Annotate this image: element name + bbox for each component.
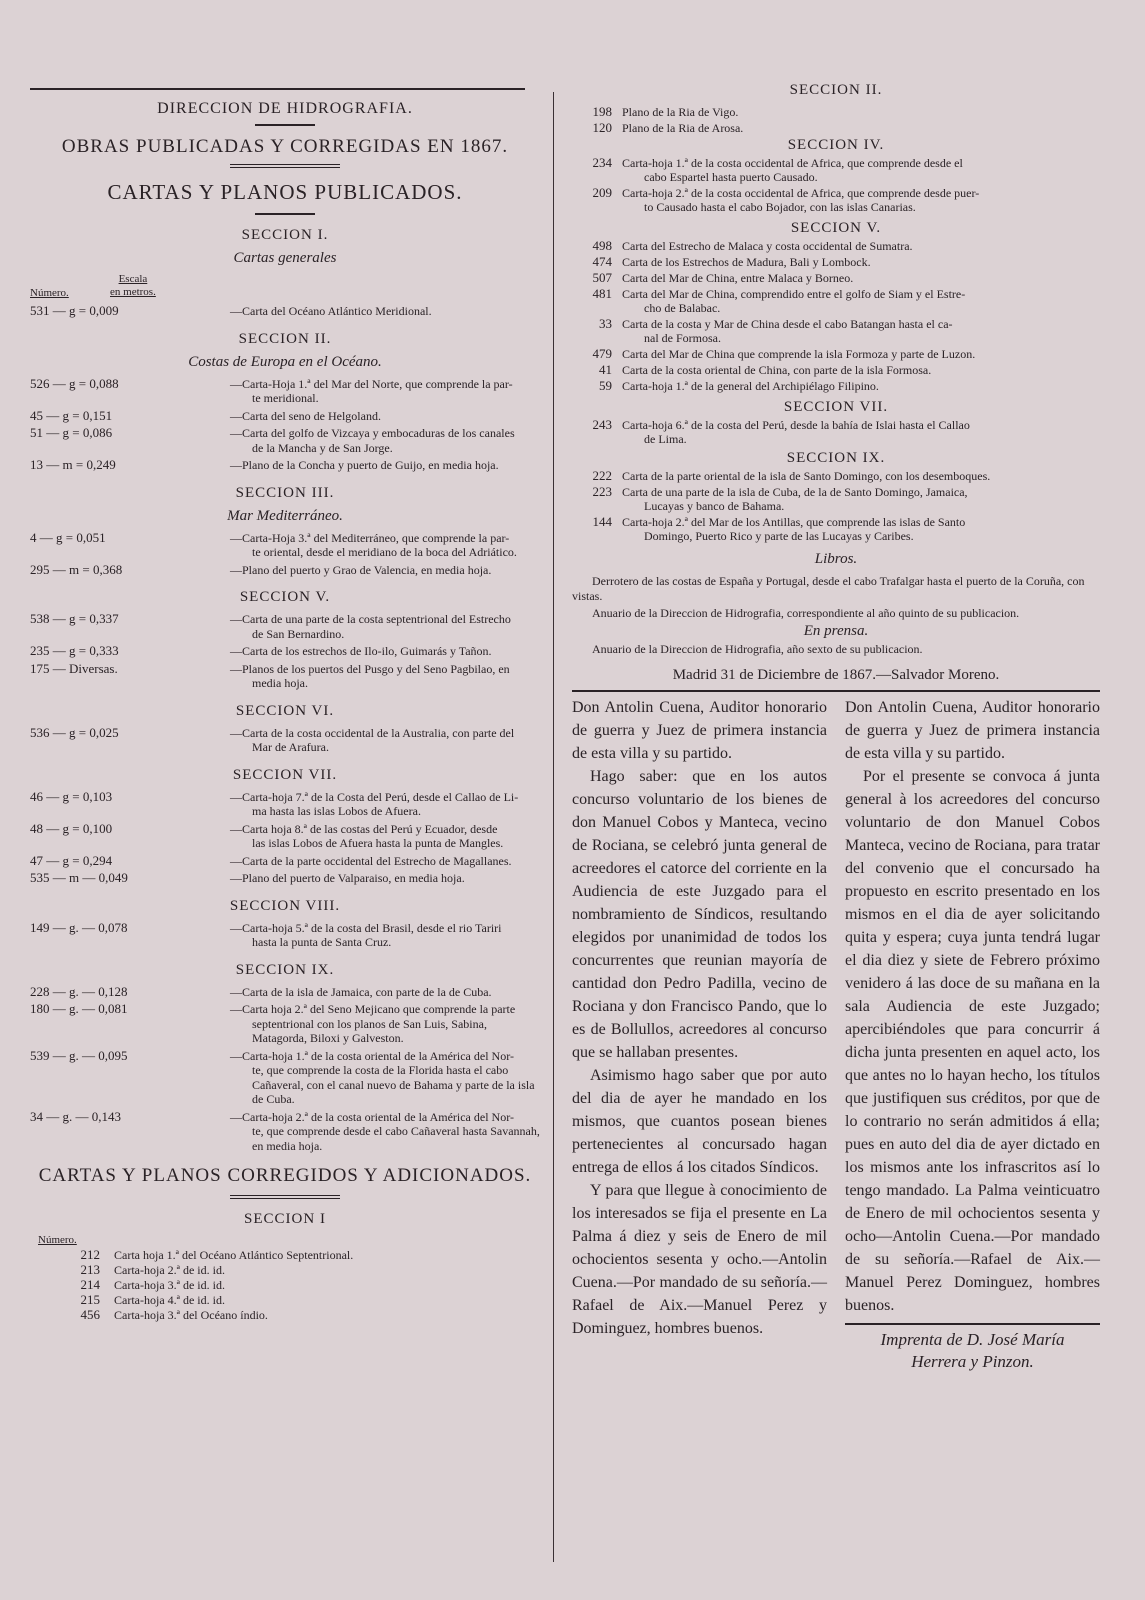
chart-description: Plano de la Ria de Vigo. (622, 105, 739, 119)
section-heading: SECCION V. (239, 589, 331, 605)
col-number-label: Número. (30, 287, 69, 299)
chart-description-cont: Domingo, Puerto Rico y parte de las Lucayas y Caribes. (644, 529, 914, 543)
chart-number: 198 (592, 104, 612, 119)
chart-description: Carta de los Estrechos de Madura, Bali y Lombock. (622, 255, 871, 269)
chart-description: —Carta de la parte occidental del Estrecho de Magallanes. (230, 853, 512, 868)
catalog-entry (30, 726, 540, 755)
chart-number: 120 (592, 120, 612, 135)
catalog-entry (572, 156, 1100, 184)
chart-number: 228 — g. — 0,128 (30, 983, 128, 999)
printer-line: Imprenta de D. José María (880, 1330, 1065, 1349)
chart-number: 214 (80, 1277, 100, 1292)
chart-description-cont: cho de Balabac. (644, 301, 721, 315)
chart-number: 456 (80, 1307, 100, 1322)
divider (230, 164, 340, 168)
chart-number: 234 (592, 155, 612, 170)
chart-description-cont: te meridional. (252, 391, 319, 405)
chart-description: Carta del Mar de China, comprendido entre el golfo de Siam y el Estre- (622, 287, 966, 301)
chart-description: Carta-hoja 1.ª de la general del Archipiélago Filipino. (622, 379, 879, 393)
chart-description: —Carta del Océano Atlántico Meridional. (230, 304, 432, 318)
department-title: DIRECCION DE HIDROGRAFIA. (157, 100, 413, 117)
chart-number: 295 — m = 0,368 (30, 561, 123, 577)
edict-paragraph: Por el presente se convoca á junta general à los acreedores del concurso voluntario de don Manuel Cobos Manteca, vecino de Rociana, para tratar del convenio que el concursado ha propuesto en escrito presentado en los mismos en el dia de ayer solicitando quita y espera; cuya junta tendrá lugar el dia diez y siete de Febrero próximo venidero á las doce de su mañana en la sala Audiencia de este Juzgado; apercibiéndoles que para concurrir á dicha junta presenten en aquel acto, los que antes no lo hayan hecho, los títulos que justifiquen sus créditos, por que de lo contrario no serán admitidos á ella; pues en auto del dia de ayer dictado en los mismos ante los infrascritos así lo tengo mandado. La Palma veinticuatro de Enero de mil ochocientos sesenta y ocho—Antolin Cuena.—Por mandado de su señoría.—Rafael de Aix.—Manuel Perez Dominguez, hombres buenos. (845, 768, 1100, 1314)
section-heading: SECCION IX. (235, 961, 335, 978)
catalog-entry (30, 921, 540, 950)
section-heading: SECCION VII. (783, 399, 889, 415)
chart-description: Carta-hoja 1.ª de la costa occidental de Africa, que comprende desde el (622, 156, 963, 170)
chart-number: 13 — m = 0,249 (30, 457, 116, 472)
chart-description: —Plano del puerto de Valparaiso, en media hoja. (230, 871, 465, 885)
chart-description: —Carta de los estrechos de Ilo-ilo, Guimarás y Tañon. (230, 644, 492, 658)
catalog-entry (30, 644, 540, 659)
catalog-entry (572, 469, 1100, 483)
section-heading: SECCION V. (790, 220, 882, 236)
catalog-entry (30, 1049, 540, 1107)
section-heading: SECCION I. (241, 227, 329, 243)
chart-description: Carta hoja 1.ª del Océano Atlántico Septentrional. (114, 1248, 354, 1262)
chart-number: 538 — g = 0,337 (30, 611, 119, 626)
section-heading: SECCION II. (238, 330, 332, 347)
chart-description: —Carta-hoja 5.ª de la costa del Brasil, desde el rio Tariri (230, 920, 502, 935)
chart-number: 479 (592, 346, 612, 361)
catalog-entry (572, 287, 1100, 315)
chart-description-cont: hasta la punta de Santa Cruz. (252, 935, 392, 949)
catalog-entry (30, 871, 540, 886)
corrected-entry (30, 1278, 540, 1292)
section-heading: SECCION I (244, 1211, 326, 1227)
catalog-entry (572, 515, 1100, 543)
chart-description: —Carta de una parte de la costa septentrional del Estrecho (230, 612, 511, 626)
chart-description: —Plano del puerto y Grao de Valencia, en media hoja. (230, 562, 492, 577)
section-heading: SECCION VII. (232, 766, 338, 783)
section-heading: SECCION VIII. (229, 897, 341, 914)
chart-number: 235 — g = 0,333 (30, 643, 119, 658)
published-charts-title: CARTAS Y PLANOS PUBLICADOS. (107, 180, 463, 204)
chart-description-cont: to Causado hasta el cabo Bojador, con las islas Canarias. (644, 200, 916, 214)
works-title: OBRAS PUBLICADAS Y CORREGIDAS EN 1867. (61, 136, 509, 157)
chart-number: 243 (592, 417, 612, 432)
printer-line: Herrera y Pinzon. (911, 1352, 1034, 1371)
catalog-entry (30, 409, 540, 424)
chart-number: 481 (592, 286, 612, 301)
catalog-entry (30, 1110, 540, 1154)
in-press-heading: En prensa. (803, 623, 869, 639)
chart-description: Carta-hoja 3.ª de id. id. (114, 1278, 225, 1292)
section-subheading: Mar Mediterráneo. (227, 507, 343, 524)
catalog-entry (30, 377, 540, 406)
section-subheading: Costas de Europa en el Océano. (188, 353, 382, 370)
catalog-entry (30, 790, 540, 819)
chart-description: Carta de la parte oriental de la isla de Santo Domingo, con los desemboques. (622, 469, 991, 483)
printer-imprint (845, 1323, 1100, 1373)
chart-description: —Planos de los puertos del Pusgo y del Seno Pagbilao, en (230, 661, 510, 676)
chart-description: Carta-hoja 6.ª de la costa del Perú, desde la bahía de Islai hasta el Callao (622, 418, 970, 432)
edict-paragraph: Hago saber: que en los autos concurso voluntario de los bienes de don Manuel Cobos y Manteca, vecino de Rociana, se celebró junta general de acreedores el catorce del corriente en la Audiencia de este Juzgado para el nombramiento de Síndicos, resultando elegidos por unanimidad de todos los concurrentes que reunian mayoría de cantidad don Pedro Padilla, vecino de Rociana y don Francisco Pando, que lo es de Bollullos, acreedores al concurso que se hallaban presentes. (572, 768, 827, 1061)
chart-description-cont: media hoja. (252, 676, 308, 690)
column-header (30, 273, 540, 301)
chart-number: 149 — g. — 0,078 (30, 919, 128, 935)
col-number-label: Número. (38, 1234, 77, 1246)
chart-description: —Carta hoja 2.ª del Seno Mejicano que comprende la parte (230, 1002, 516, 1016)
catalog-entry (572, 105, 1100, 119)
edict-paragraph: Y para que llegue à conocimiento de los interesados se fija el presente en La Palma á diez y seis de Enero de mil ochocientos sesenta y ocho.—Antolin Cuena.—Por mandado de su señoría.—Rafael de Aix.—Manuel Perez y Dominguez, hombres buenos. (572, 1182, 827, 1337)
top-rule (30, 88, 525, 90)
edict-2 (845, 696, 1100, 1373)
chart-number: 175 — Diversas. (30, 660, 118, 676)
chart-description: Carta-hoja 2.ª del Mar de los Antillas, que comprende las islas de Santo (622, 515, 966, 529)
chart-description-cont: te, que comprende desde el cabo Cañaveral hasta Savannah, en media hoja. (252, 1124, 540, 1153)
section-subheading: Cartas generales (233, 250, 337, 266)
catalog-entry (572, 186, 1100, 214)
corrected-entry (30, 1308, 540, 1322)
chart-description: —Carta-Hoja 1.ª del Mar del Norte, que comprende la par- (230, 376, 513, 391)
catalog-entry (572, 347, 1100, 361)
chart-description: Carta-hoja 3.ª del Océano índio. (114, 1308, 268, 1322)
divider (255, 124, 315, 126)
edict-paragraph: Don Antolin Cuena, Auditor honorario de guerra y Juez de primera instancia de esta villa y su partido. (572, 699, 827, 762)
chart-number: 34 — g. — 0,143 (30, 1108, 121, 1124)
chart-description: —Carta del seno de Helgoland. (230, 408, 381, 423)
chart-description-cont: las islas Lobos de Afuera hasta la punta de Mangles. (252, 836, 504, 850)
chart-number: 215 (80, 1292, 100, 1307)
chart-number: 41 (599, 362, 612, 377)
chart-description: —Carta-hoja 7.ª de la Costa del Perú, desde el Callao de Li- (230, 789, 519, 804)
chart-description: —Carta-hoja 1.ª de la costa oriental de la América del Nor- (230, 1048, 514, 1063)
chart-number: 45 — g = 0,151 (30, 407, 113, 423)
chart-number: 48 — g = 0,100 (30, 820, 113, 836)
catalog-entry (30, 854, 540, 869)
chart-description: Carta de la costa oriental de China, con parte de la isla Formosa. (622, 363, 932, 377)
chart-description-cont: de San Bernardino. (252, 626, 345, 641)
catalog-entry (30, 1002, 540, 1046)
chart-description: Carta-hoja 2.ª de id. id. (114, 1263, 225, 1277)
chart-number: 180 — g. — 0,081 (30, 1001, 128, 1016)
chart-description: Carta del Estrecho de Malaca y costa occidental de Sumatra. (622, 239, 913, 253)
chart-number: 144 (592, 514, 612, 529)
books-heading: Libros. (814, 551, 858, 567)
chart-number: 213 (80, 1262, 100, 1277)
chart-number: 209 (592, 185, 612, 200)
corrected-entry (30, 1293, 540, 1307)
chart-description-cont: Mar de Arafura. (252, 740, 329, 754)
chart-number: 526 — g = 0,088 (30, 375, 119, 391)
edict-1 (572, 696, 827, 1373)
chart-description: —Carta-Hoja 3.ª del Mediterráneo, que comprende la par- (230, 530, 510, 545)
section-heading: SECCION VI. (235, 702, 335, 719)
edict-paragraph: Asimismo hago saber que por auto del dia de ayer he mandado en los mismos, que cuantos posean bienes pertenecientes al concursado hagan entrega de ellos á los citados Síndicos. (572, 1067, 827, 1176)
catalog-entry (30, 304, 540, 319)
chart-description-cont: de Lima. (644, 432, 687, 446)
catalog-entry (572, 239, 1100, 253)
chart-description: Carta-hoja 2.ª de la costa occidental de Africa, que comprende desde puer- (622, 186, 980, 200)
chart-number: 539 — g. — 0,095 (30, 1047, 128, 1063)
chart-description: Plano de la Ria de Arosa. (622, 121, 744, 135)
catalog-entry (30, 531, 540, 560)
right-column (572, 80, 1100, 1373)
chart-description-cont: de la Mancha y de San Jorge. (252, 440, 393, 455)
catalog-entry (30, 563, 540, 578)
section-heading: SECCION IX. (786, 450, 886, 466)
corrected-charts-title: CARTAS Y PLANOS CORREGIDOS Y ADICIONADOS. (38, 1165, 532, 1186)
chart-description: —Carta hoja 8.ª de las costas del Perú y Ecuador, desde (230, 821, 498, 836)
catalog-entry (30, 822, 540, 851)
chart-description-cont: cabo Espartel hasta puerto Causado. (644, 170, 818, 184)
edicts (572, 696, 1100, 1373)
chart-number: 51 — g = 0,086 (30, 425, 113, 440)
corrected-entry (30, 1248, 540, 1262)
chart-description: —Carta de la costa occidental de la Australia, con parte del (230, 725, 515, 740)
catalog-entry (572, 121, 1100, 135)
chart-number: 33 (599, 316, 612, 331)
chart-number: 507 (592, 270, 612, 285)
left-column (30, 80, 540, 1323)
catalog-entry (572, 363, 1100, 377)
divider (230, 1195, 340, 1199)
chart-description-cont: te oriental, desde el meridiano de la boca del Adriático. (252, 545, 517, 559)
chart-description: —Carta del golfo de Vizcaya y embocaduras de los canales (230, 426, 515, 440)
chart-description-cont: septentrional con los planos de San Luis, Sabina, Matagorda, Biloxi y Galveston. (252, 1016, 487, 1045)
chart-description-cont: te, que comprende la costa de la Florida hasta el cabo Cañaveral, con el canal nuevo de Bahama y parte de la isla de Cuba. (252, 1063, 535, 1106)
chart-description: —Plano de la Concha y puerto de Guijo, en media hoja. (230, 458, 499, 472)
corrected-entry (30, 1263, 540, 1277)
chart-description: Carta de la costa y Mar de China desde el cabo Batangan hasta el ca- (622, 317, 953, 331)
catalog-entry (30, 985, 540, 1000)
catalog-entry (30, 612, 540, 641)
chart-number: 4 — g = 0,051 (30, 529, 106, 545)
in-press-item: Anuario de la Direccion de Hidrografia, año sexto de su publicacion. (592, 642, 923, 656)
chart-number: 474 (592, 254, 612, 269)
catalog-entry (30, 458, 540, 473)
chart-description: Carta del Mar de China que comprende la isla Formoza y parte de Luzon. (622, 347, 976, 361)
chart-number: 222 (592, 468, 612, 483)
chart-number: 498 (592, 238, 612, 253)
book-item: Anuario de la Direccion de Hidrografia, correspondiente al año quinto de su publicacion. (592, 606, 1020, 620)
catalog-entry (572, 317, 1100, 345)
chart-description: —Carta-hoja 2.ª de la costa oriental de la América del Nor- (230, 1109, 514, 1124)
catalog-entry (30, 426, 540, 455)
catalog-entry (572, 271, 1100, 285)
chart-description-cont: nal de Formosa. (644, 331, 721, 345)
edict-paragraph: Don Antolin Cuena, Auditor honorario de guerra y Juez de primera instancia de esta villa y su partido. (845, 699, 1100, 762)
rule (572, 690, 1100, 692)
chart-number: 531 — g = 0,009 (30, 303, 119, 318)
section-heading: SECCION IV. (787, 137, 885, 153)
catalog-entry (572, 255, 1100, 269)
chart-number: 223 (592, 484, 612, 499)
chart-number: 212 (80, 1247, 100, 1262)
chart-number: 535 — m — 0,049 (30, 870, 128, 885)
catalog-entry (572, 379, 1100, 393)
chart-description: Carta del Mar de China, entre Malaca y Borneo. (622, 271, 854, 285)
date-signature: Madrid 31 de Diciembre de 1867.—Salvador Moreno. (672, 667, 1000, 683)
catalog-entry (572, 485, 1100, 513)
catalog-entry (572, 418, 1100, 446)
chart-number: 536 — g = 0,025 (30, 724, 119, 740)
chart-number: 47 — g = 0,294 (30, 852, 113, 868)
column-rule (553, 92, 554, 1562)
chart-number: 59 (599, 378, 612, 393)
chart-description: Carta-hoja 4.ª de id. id. (114, 1293, 225, 1307)
chart-description-cont: Lucayas y banco de Bahama. (644, 499, 785, 513)
chart-description: Carta de una parte de la isla de Cuba, de la de Santo Domingo, Jamaica, (622, 485, 968, 499)
chart-description-cont: ma hasta las islas Lobos de Afuera. (252, 804, 421, 818)
col-scale-label: Escala en metros. (110, 273, 156, 298)
catalog-entry (30, 662, 540, 691)
chart-number: 46 — g = 0,103 (30, 788, 113, 804)
chart-description: —Carta de la isla de Jamaica, con parte de la de Cuba. (230, 984, 492, 999)
book-item: Derrotero de las costas de España y Portugal, desde el cabo Trafalgar hasta el puerto de la Coruña, con vistas. (572, 574, 1085, 603)
divider (255, 213, 315, 215)
section-heading: SECCION II. (789, 82, 883, 98)
section-heading: SECCION III. (235, 484, 335, 501)
